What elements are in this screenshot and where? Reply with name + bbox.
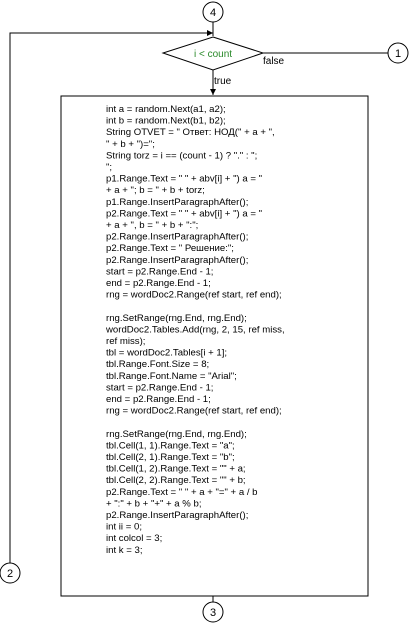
code-line: tbl.Range.Font.Size = 8; bbox=[106, 359, 210, 371]
code-line: + ":" + b + "+" + a % b; bbox=[106, 498, 202, 510]
code-line: p2.Range.Text = " Решение:"; bbox=[106, 243, 234, 255]
code-line: " + b + ")="; bbox=[106, 138, 155, 150]
code-line: p2.Range.Text = " " + a + "=" + a / b bbox=[106, 486, 258, 498]
code-line: tbl = wordDoc2.Tables[i + 1]; bbox=[106, 347, 228, 359]
connector-right bbox=[388, 43, 408, 63]
code-line: rng.SetRange(rng.End, rng.End); bbox=[106, 428, 247, 440]
code-line: rng.SetRange(rng.End, rng.End); bbox=[106, 312, 247, 324]
code-line: end = p2.Range.End - 1; bbox=[106, 394, 211, 405]
code-line: tbl.Cell(1, 1).Range.Text = "a"; bbox=[106, 440, 235, 452]
code-line: ref miss); bbox=[106, 336, 146, 347]
connector-left-label: 2 bbox=[6, 568, 14, 580]
connector-top bbox=[203, 2, 223, 22]
code-line: int ii = 0; bbox=[106, 521, 142, 533]
code-line: p2.Range.InsertParagraphAfter(); bbox=[106, 254, 249, 266]
code-line: tbl.Range.Font.Name = "Arial"; bbox=[106, 370, 237, 382]
code-line: int a = random.Next(a1, a2); bbox=[106, 104, 226, 115]
decision-node bbox=[163, 37, 263, 70]
decision-condition: i < count bbox=[193, 49, 233, 60]
code-line: wordDoc2.Tables.Add(rng, 2, 15, ref miss, bbox=[106, 324, 285, 336]
decision-true-label: true bbox=[214, 76, 232, 87]
code-line: start = p2.Range.End - 1; bbox=[106, 266, 214, 278]
connector-left bbox=[0, 563, 20, 583]
code-line: String OTVET = " Ответ: НОД(" + a + ", bbox=[106, 127, 275, 139]
code-line: String torz = i == (count - 1) ? "." : "; bbox=[106, 150, 258, 162]
code-line: tbl.Cell(2, 1).Range.Text = "b"; bbox=[106, 452, 235, 463]
connector-bottom bbox=[203, 602, 223, 622]
code-line: + a + "; b = " + b + torz; bbox=[106, 185, 205, 197]
code-line: rng = wordDoc2.Range(ref start, ref end); bbox=[106, 405, 282, 417]
code-line: "; bbox=[106, 162, 113, 173]
code-line: int b = random.Next(b1, b2); bbox=[106, 115, 226, 127]
code-line: + a + ", b = " + b + ":"; bbox=[106, 220, 199, 231]
decision-false-label: false bbox=[263, 56, 285, 67]
code-line: end = p2.Range.End - 1; bbox=[106, 278, 211, 289]
code-line: int colcol = 3; bbox=[106, 533, 163, 545]
code-line: tbl.Cell(2, 2).Range.Text = "" + b; bbox=[106, 475, 246, 487]
code-line: p2.Range.InsertParagraphAfter(); bbox=[106, 231, 249, 243]
code-line: rng = wordDoc2.Range(ref start, ref end); bbox=[106, 289, 282, 301]
code-line: tbl.Cell(1, 2).Range.Text = "" + a; bbox=[106, 463, 246, 475]
process-block bbox=[61, 96, 368, 596]
code-line: p1.Range.Text = " " + abv[i] + ") a = " bbox=[106, 173, 263, 185]
connector-top-label: 4 bbox=[209, 7, 217, 19]
code-line: p2.Range.InsertParagraphAfter(); bbox=[106, 510, 249, 521]
code-line: p2.Range.Text = " " + abv[i] + ") a = " bbox=[106, 208, 263, 220]
code-line: int k = 3; bbox=[106, 544, 143, 556]
connector-bottom-label: 3 bbox=[209, 607, 217, 619]
connector-right-label: 1 bbox=[394, 48, 402, 60]
code-line: p1.Range.InsertParagraphAfter(); bbox=[106, 196, 249, 208]
code-line: start = p2.Range.End - 1; bbox=[106, 382, 214, 394]
